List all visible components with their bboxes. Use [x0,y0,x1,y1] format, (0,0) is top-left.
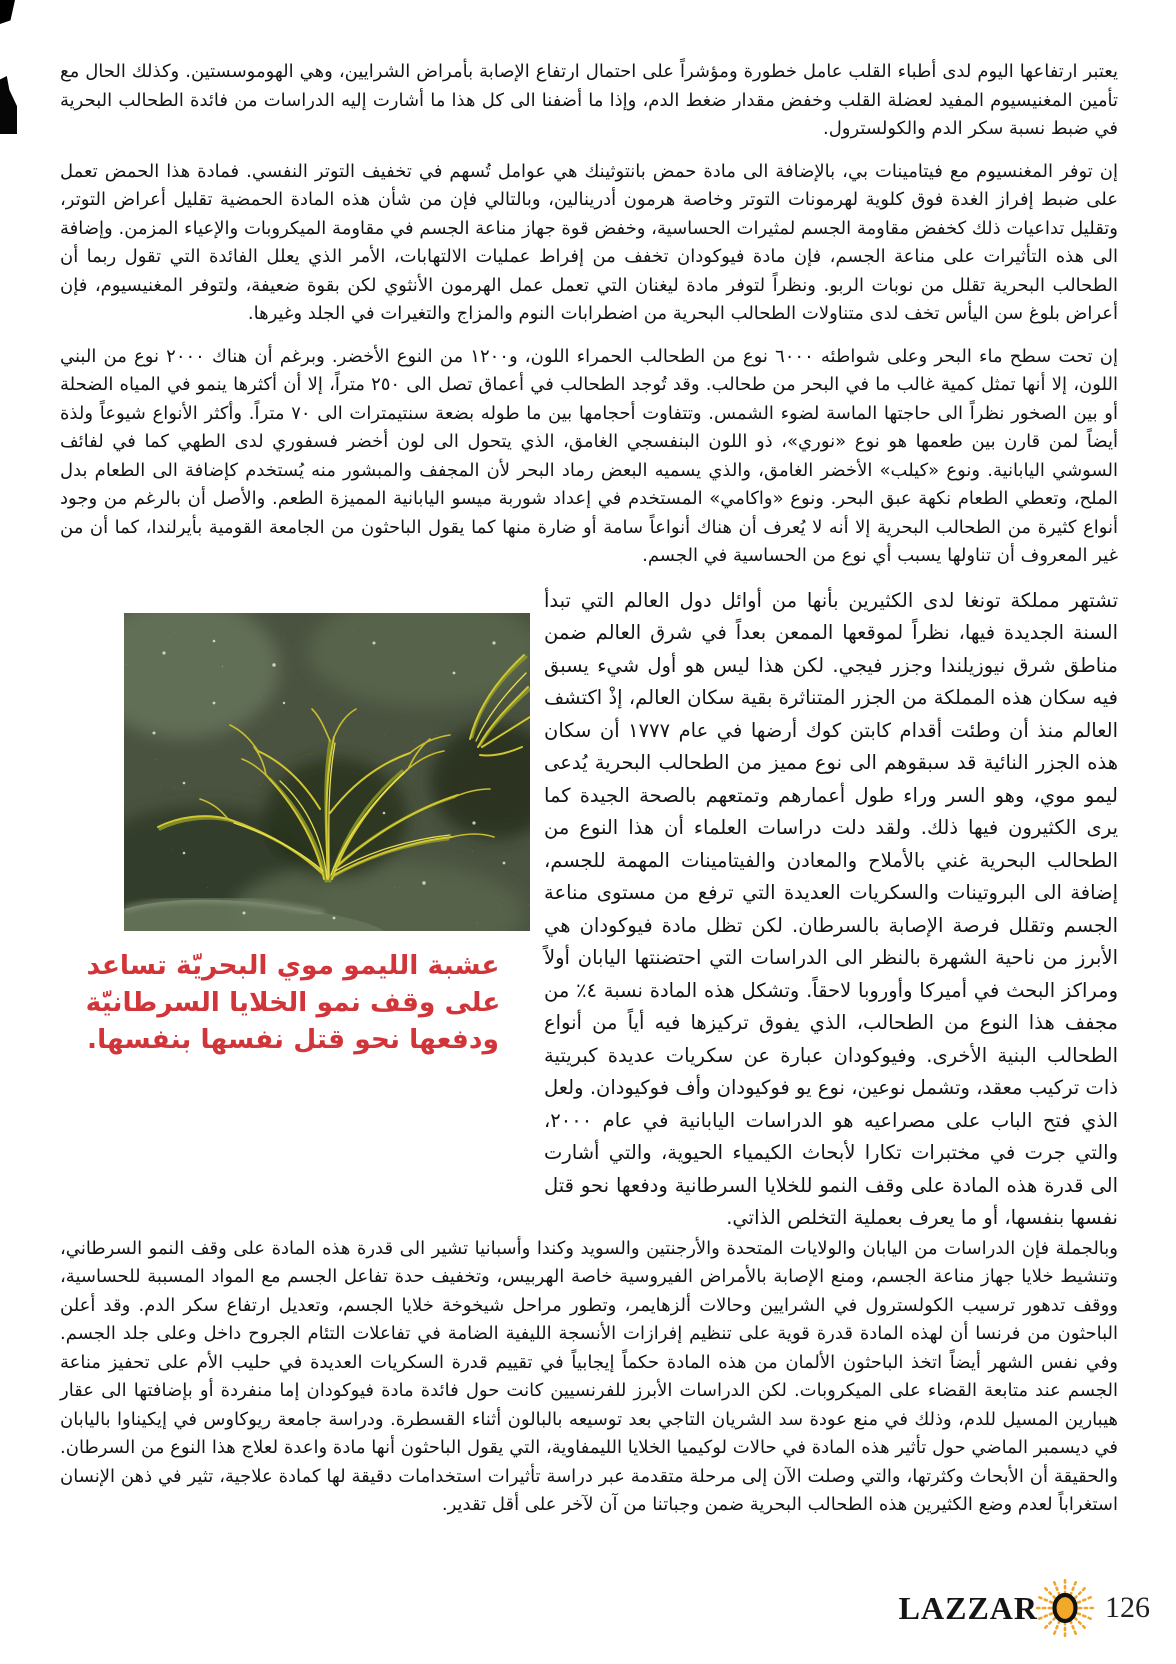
tonga-section [60,585,1118,1235]
page-footer [0,1566,1176,1638]
tonga-paragraph: تشتهر مملكة تونغا لدى الكثيرين بأنها من أوائل دول العالم التي تبدأ السنة الجديدة فيها، نظراً لموقعها الممعن بعداً في شرق العالم ضمن مناطق شرق نيوزيلندا وجزر فيجي. لكن هذا ليس هو أول شيء يسبق فيه سكان هذه المملكة من الجزر المتناثرة بقية سكان العالم، إذْ اكتشف العالم منذ أن وطئت أقدام كابتن كوك أرضها في عام ١٧٧٧ أن سكان هذه الجزر النائية قد سبقوهم الى نوع مميز من الطحالب البحرية يُدعى ليمو موي، وهو السر وراء طول أعمارهم وتمتعهم بالصحة الجيدة كما يرى الكثيرون فيها ذلك. ولقد دلت دراسات العلماء أن هذا النوع من الطحالب البحرية غني بالأملاح والمعادن والفيتامينات المهمة للجسم، إضافة الى البروتينات والسكريات العديدة التي ترفع من مستوى مناعة الجسم وتقلل فرصة الإصابة بالسرطان. لكن تظل مادة فيوكودان هي الأبرز من ناحية الشهرة بالنظر الى الدراسات التي احتضنتها اليابان أولاً ومراكز البحث في أميركا وأوروبا لاحقاً. وتشكل هذه المادة نسبة ٤٪ من مجفف هذا النوع من الطحالب، الذي يفوق تركيزها فيه أياً من أنواع الطحالب البنية الأخرى. وفيوكودان عبارة عن سكريات عديدة كبريتية ذات تركيب معقد، وتشمل نوعين، نوع يو فوكيودان وأف فوكيودان. ولعل الذي فتح الباب على مصراعيه هو الدراسات اليابانية في عام ٢٠٠٠، والتي جرت في مختبرات تكارا لأبحاث الكيمياء الحيوية، والتي أشارت الى قدرة هذه المادة على وقف النمو للخلايا السرطانية ودفعها نحو قتل نفسها بنفسها، أو ما يعرف بعملية التخلص الذاتي. [544,588,1118,1229]
brand-text: LAZZAR [898,1589,1038,1626]
seaweed-figure [60,613,530,1058]
photo-caption: عشبة الليمو موي البحريّة تساعد على وقف نمو الخلايا السرطانيّة ودفعها نحو قتل نفسها بنفسها. [85,949,501,1055]
summary-paragraph: وبالجملة فإن الدراسات من اليابان والولايات المتحدة والأرجنتين والسويد وكندا وأسبانيا تشير الى قدرة هذه المادة على وقف النمو السرطاني، وتنشيط خلايا جهاز مناعة الجسم، ومنع الإصابة بالأمراض الفيروسية خاصة الهربيس، وتخفيف حدة تفاعل الجسم مع المواد المسببة للحساسية، ووقف تدهور ترسيب الكولسترول في الشرايين وحالات ألزهايمر، وتطور مراحل شيخوخة خلايا الجسم، وتعديل ارتفاع سكر الدم. وقد أعلن الباحثون من فرنسا أن لهذه المادة قدرة قوية على تنظيم إفرازات الأنسجة الليفية الضامة في تفاعلات التئام الجروح داخل وعلى جلد الجسم. وفي نفس الشهر أيضاً اتخذ الباحثون الألمان من هذه المادة حكماً إيجابياً في تقييم قدرة السكريات العديدة في حليب الأم على تحفيز مناعة الجسم عند متابعة القضاء على الميكروبات. لكن الدراسات الأبرز للفرنسيين كانت حول فائدة مادة فيوكودان إما منفردة أو بإضافتها الى عقار هيبارين المسيل للدم، وذلك في منع عودة سد الشريان التاجي بعد توسيعه بالبالون أثناء القسطرة. ودراسة جامعة ريوكاوس في إيكيناوا باليابان في ديسمبر الماضي حول تأثير هذه المادة في حالات لوكيميا الخلايا الليمفاوية، التي يقول الباحثون أنها مادة واعدة لعلاج هذا النوع من السرطان. والحقيقة أن الأبحاث وكثرتها، والتي وصلت الآن إلى مرحلة متقدمة عبر دراسة تأثيرات استخدامات دقيقة لها كمادة علاجية، تثير في ذهن الإنسان استغراباً لعدم وضع الكثيرين هذه الطحالب البحرية ضمن وجباتنا من آن لآخر على أقل تقدير. [60,1237,1118,1515]
magazine-logo [899,1574,1150,1642]
sun-o-icon [1031,1574,1099,1642]
seaweed-photo [124,613,530,931]
intro-paragraph: يعتبر ارتفاعها اليوم لدى أطباء القلب عامل خطورة ومؤشراً على احتمال ارتفاع الإصابة بأمراض الشرايين، وهي الهوموسستين. وكذلك الحال مع تأمين المغنيسيوم المفيد لعضلة القلب وخفض مقدار ضغط الدم، وإذا ما أضفنا الى كل هذا ما أشارت إليه الدراسات من فائدة الطحالب البحرية في ضبط نسبة سكر الدم والكولسترول. [60,61,1118,139]
seaweed-types-paragraph: إن تحت سطح ماء البحر وعلى شواطئه ٦٠٠٠ نوع من الطحالب الحمراء اللون، و١٢٠٠ من النوع الأخضر. وبرغم أن هناك ٢٠٠٠ نوع من البني اللون، إلا أنها تمثل كمية غالب ما في البحر من طحالب. وقد تُوجد الطحالب في أعماق تصل الى ٢٥٠ متراً، إلا أن أكثرها ينمو في المياه الضحلة أو بين الصخور نظراً الى حاجتها الماسة لضوء الشمس. وتتفاوت أحجامها بين ما طوله بضعة سنتيمترات الى ٧٠ متراً. وأكثر الأنواع شيوعاً ولذة أيضاً لمن قارن بين طعمها هو نوع «نوري»، ذو اللون البنفسجي الغامق، الذي يتحول الى لون أخضر فسفوري لدى الطهي كما في لفائف السوشي اليابانية. ونوع «كيلب» الأخضر الغامق، والذي يسميه البعض رماد البحر لأن المجفف والمبشور منه يُستخدم كإضافة الى الطعام بدل الملح، وتعطي الطعام نكهة عبق البحر. ونوع «واكامي» المستخدم في إعداد شوربة ميسو اليابانية المميزة الطعم. والأصل أن بالرغم من وجود أنواع كثيرة من الطحالب البحرية إلا أنه لا يُعرف أن هناك أنواعاً سامة أو ضارة منها كما يقول الباحثون من الجامعة القومية بأيرلندا، كما أن من غير المعروف أن تناولها يسبب أي نوع من الحساسية في الجسم. [60,345,1119,566]
scan-artifact-top [0,0,15,24]
scan-artifact-left [0,76,17,134]
seaweed-photo-art [124,613,530,931]
magnesium-paragraph: إن توفر المغنسيوم مع فيتامينات بي، بالإضافة الى مادة حمض بانتوثينك هي عوامل تُسهم في تخفيف التوتر النفسي. فمادة هذا الحمض تعمل على ضبط إفراز الغدة فوق كلوية لهرمونات التوتر وخاصة هرمون أدرينالين، وبالتالي فإن من شأن هذه المادة الحمضية تقليل أعراض التوتر، وتقليل تداعيات ذلك كخفض مقاومة الجسم لمثيرات الحساسية، وخفض قوة جهاز مناعة الجسم في مقاومة الميكروبات والإعياء المزمن. وإضافة الى هذه التأثيرات على مناعة الجسم، فإن مادة فيوكودان تخفف من إفراط عمليات الالتهابات، الأمر الذي يعلل الفائدة التي تقول ربما أن الطحالب البحرية تقلل من نوبات الربو. ونظراً لتوفر مادة ليغنان التي تعمل عمل الهرمون الأنثوي لكن بقوة ضعيفة، ولتوفر المغنيسيوم، فإن أعراض بلوغ سن اليأس تخف لدى متناولات الطحالب البحرية من اضطرابات النوم والمزاج والتغيرات في الجلد وغيرها. [60,160,1118,324]
page-number: 126 [1105,1591,1150,1624]
article-body [60,58,1118,1520]
